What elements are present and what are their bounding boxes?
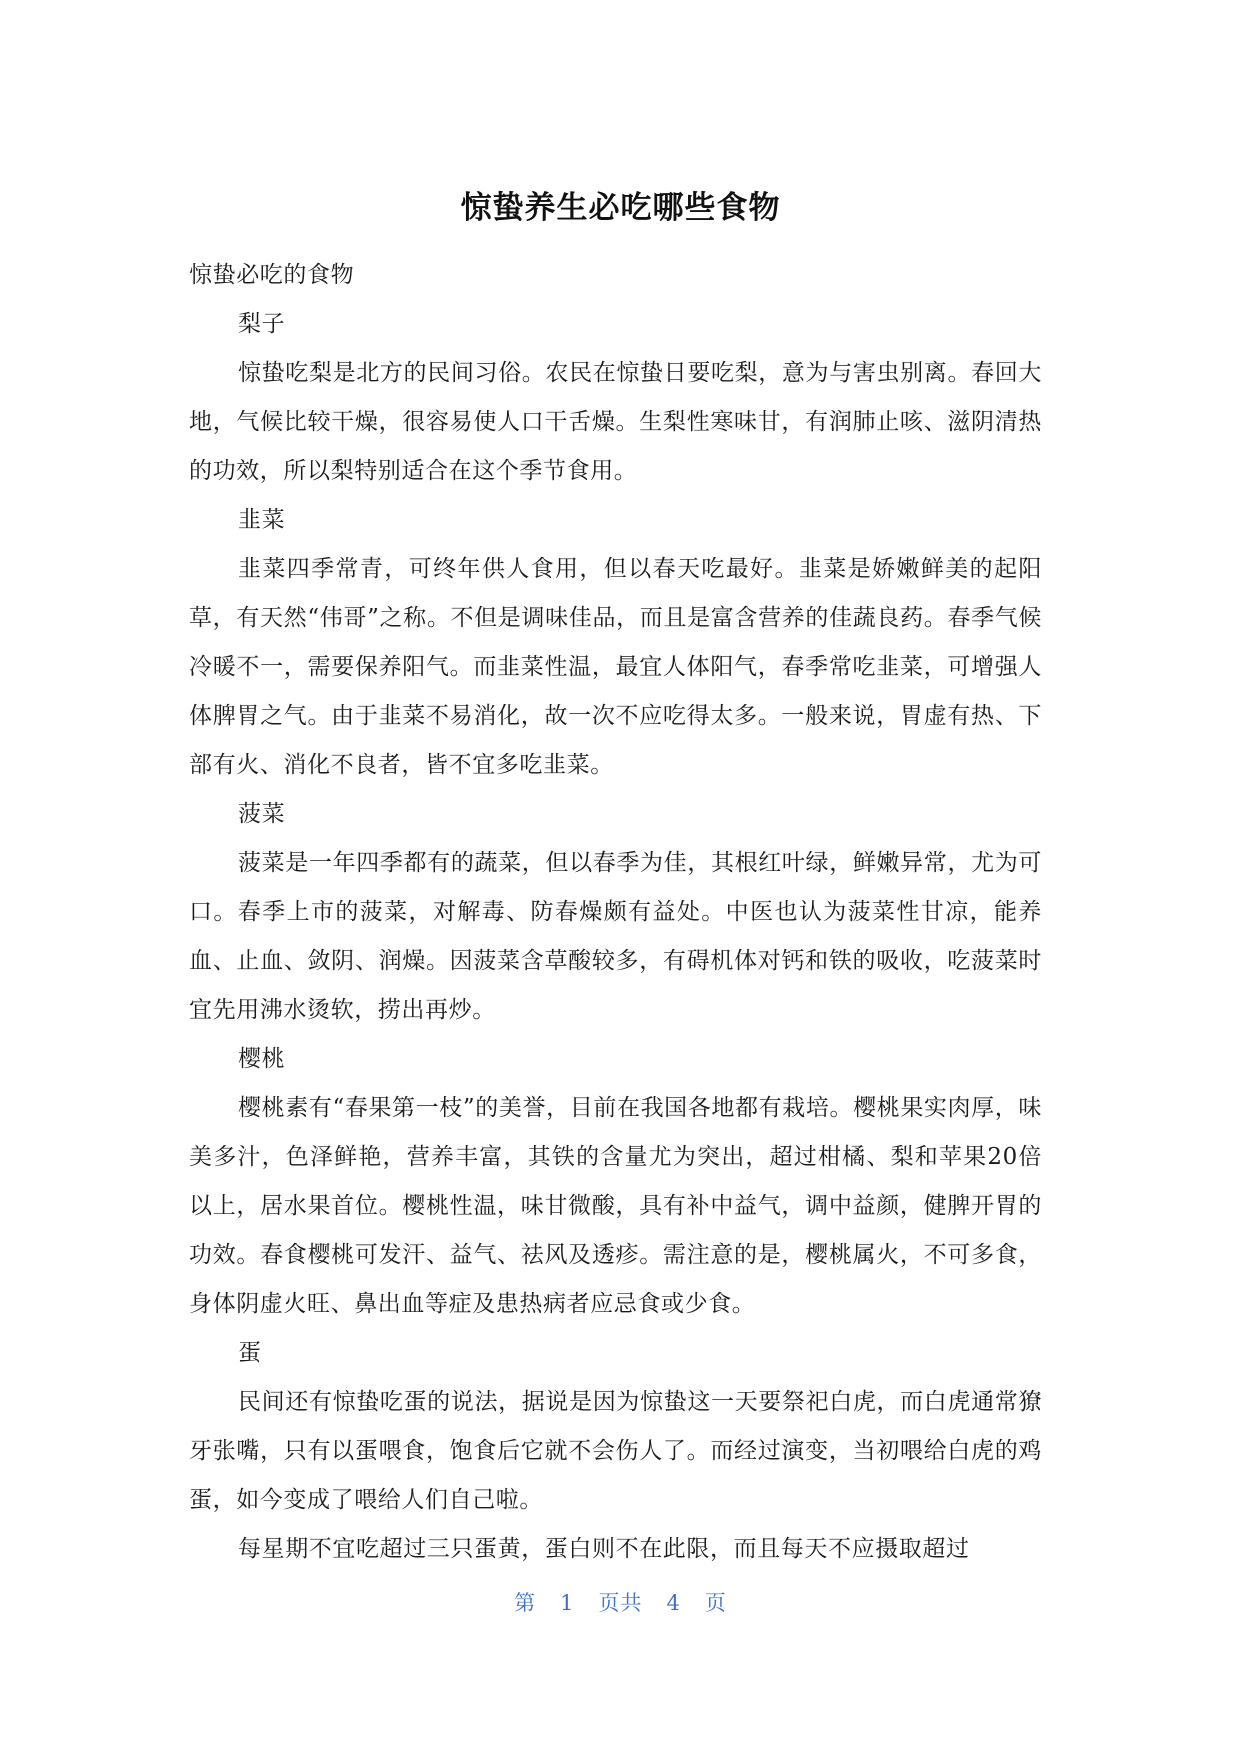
paragraph-cherry: 樱桃素有“春果第一枝”的美誉，目前在我国各地都有栽培。樱桃果实肉厚，味美多汁，色泽鲜艳，营养丰富，其铁的含量尤为突出，超过柑橘、梨和苹果20倍以上，居水果首位。樱桃性温，味甘微酸，具有补中益气，调中益颜，健脾开胃的功效。春食樱桃可发汗、益气、祛风及透疹。需注意的是，樱桃属火，不可多食，身体阴虚火旺、鼻出血等症及患热病者应忌食或少食。 xyxy=(189,1095,1042,1317)
page-footer xyxy=(0,1589,1241,1617)
subheading-cherry: 樱桃 xyxy=(238,1046,286,1072)
subheading-egg: 蛋 xyxy=(238,1340,262,1366)
paragraph-chives: 韭菜四季常青，可终年供人食用，但以春天吃最好。韭菜是娇嫩鲜美的起阳草，有天然“伟哥”之称。不但是调味佳品，而且是富含营养的佳蔬良药。春季气候冷暖不一，需要保养阳气。而韭菜性温，最宜人体阳气，春季常吃韭菜，可增强人体脾胃之气。由于韭菜不易消化，故一次不应吃得太多。一般来说，胃虚有热、下部有火、消化不良者，皆不宜多吃韭菜。 xyxy=(189,556,1042,778)
paragraph-egg: 民间还有惊蛰吃蛋的说法，据说是因为惊蛰这一天要祭祀白虎，而白虎通常獠牙张嘴，只有以蛋喂食，饱食后它就不会伤人了。而经过演变，当初喂给白虎的鸡蛋，如今变成了喂给人们自己啦。 xyxy=(189,1389,1042,1513)
page-title: 惊蛰养生必吃哪些食物 xyxy=(460,190,781,226)
paragraph-egg-limit: 每星期不宜吃超过三只蛋黄，蛋白则不在此限，而且每天不应摄取超过 xyxy=(238,1536,970,1562)
footer-total-pages: 4 xyxy=(666,1591,681,1615)
subheading-spinach: 菠菜 xyxy=(238,801,286,827)
section-heading: 惊蛰必吃的食物 xyxy=(189,262,355,288)
footer-middle: 页共 xyxy=(598,1591,643,1615)
footer-prefix: 第 xyxy=(514,1591,537,1615)
document-body xyxy=(189,251,1042,1574)
paragraph-spinach: 菠菜是一年四季都有的蔬菜，但以春季为佳，其根红叶绿，鲜嫩异常，尤为可口。春季上市的菠菜，对解毒、防春燥颇有益处。中医也认为菠菜性甘凉，能养血、止血、敛阴、润燥。因菠菜含草酸较多，有碍机体对钙和铁的吸收，吃菠菜时宜先用沸水烫软，捞出再炒。 xyxy=(189,850,1042,1023)
footer-suffix: 页 xyxy=(704,1591,727,1615)
subheading-pear: 梨子 xyxy=(238,311,286,337)
paragraph-pear: 惊蛰吃梨是北方的民间习俗。农民在惊蛰日要吃梨，意为与害虫别离。春回大地，气候比较干燥，很容易使人口干舌燥。生梨性寒味甘，有润肺止咳、滋阴清热的功效，所以梨特别适合在这个季节食用。 xyxy=(189,360,1042,484)
subheading-chives: 韭菜 xyxy=(238,507,286,533)
footer-current-page: 1 xyxy=(560,1591,575,1615)
